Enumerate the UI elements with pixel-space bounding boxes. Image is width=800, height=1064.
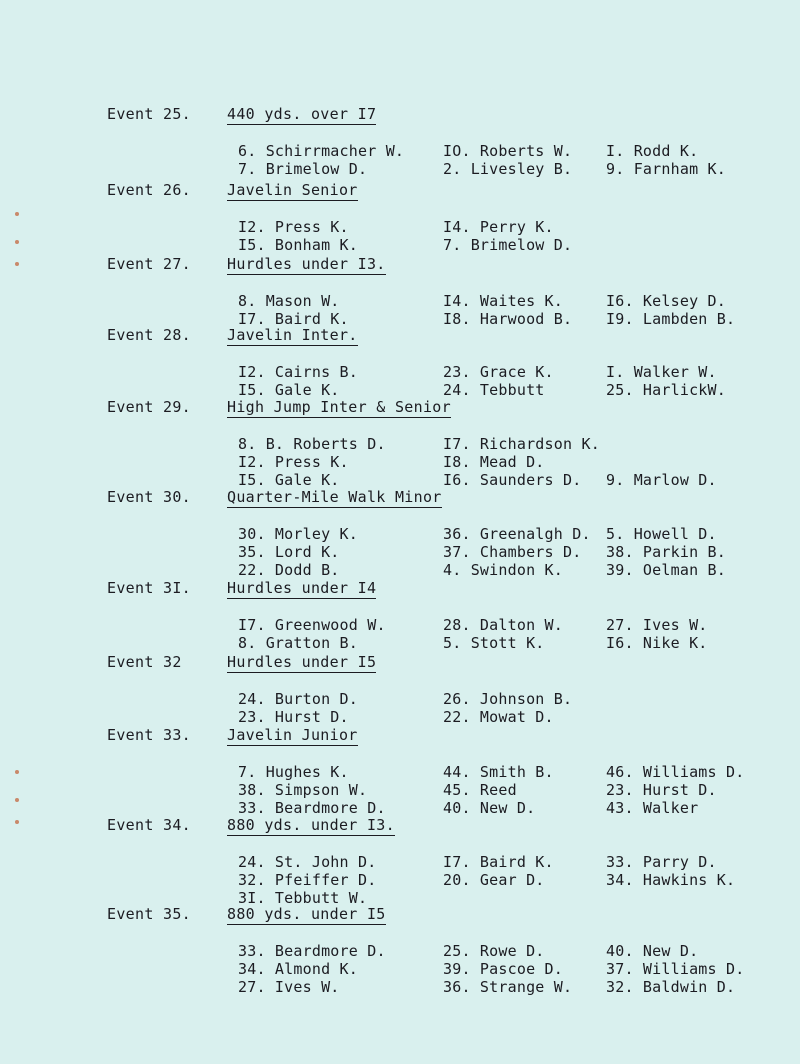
entrant-rows (0, 525, 800, 579)
event-number: Event 30. (107, 488, 191, 506)
entrant-entry: 8. Mason W. (238, 292, 340, 310)
entrant-row (0, 960, 800, 978)
entrant-rows (0, 218, 800, 254)
event-number: Event 26. (107, 181, 191, 199)
entrant-row (0, 871, 800, 889)
entrant-entry: 33. Beardmore D. (238, 942, 386, 960)
entrant-rows (0, 435, 800, 489)
entrant-entry: I9. Lambden B. (606, 310, 736, 328)
entrant-entry: 45. Reed (443, 781, 517, 799)
entrant-entry: 36. Strange W. (443, 978, 573, 996)
entrant-entry: 34. Almond K. (238, 960, 358, 978)
entrant-entry: 4. Swindon K. (443, 561, 563, 579)
entrant-entry: I6. Kelsey D. (606, 292, 726, 310)
entrant-entry: 22. Mowat D. (443, 708, 554, 726)
entrant-row (0, 708, 800, 726)
entrant-row (0, 292, 800, 310)
punch-hole-mark (15, 820, 19, 824)
entrant-entry: I. Walker W. (606, 363, 717, 381)
entrant-entry: 26. Johnson B. (443, 690, 573, 708)
entrant-row (0, 543, 800, 561)
entrant-rows (0, 690, 800, 726)
entrant-entry: 34. Hawkins K. (606, 871, 736, 889)
entrant-entry: 38. Simpson W. (238, 781, 368, 799)
entrant-entry: I7. Greenwood W. (238, 616, 386, 634)
entrant-entry: I7. Baird K. (443, 853, 554, 871)
entrant-entry: I4. Perry K. (443, 218, 554, 236)
entrant-entry: IO. Roberts W. (443, 142, 573, 160)
entrant-entry: 23. Hurst D. (606, 781, 717, 799)
event-number: Event 35. (107, 905, 191, 923)
entrant-entry: I5. Gale K. (238, 381, 340, 399)
entrant-entry: I6. Saunders D. (443, 471, 582, 489)
entrant-entry: 44. Smith B. (443, 763, 554, 781)
entrant-entry: 22. Dodd B. (238, 561, 340, 579)
entrant-row (0, 160, 800, 178)
entrant-entry: I4. Waites K. (443, 292, 563, 310)
event-title: Hurdles under I5 (227, 653, 377, 671)
entrant-entry: I2. Press K. (238, 453, 349, 471)
entrant-entry: 23. Hurst D. (238, 708, 349, 726)
entrant-entry: I5. Bonham K. (238, 236, 358, 254)
entrant-entry: 43. Walker (606, 799, 699, 817)
entrant-row (0, 616, 800, 634)
event-title: High Jump Inter & Senior (227, 398, 451, 416)
entrant-entry: 23. Grace K. (443, 363, 554, 381)
entrant-row (0, 799, 800, 817)
entrant-entry: I8. Mead D. (443, 453, 545, 471)
entrant-entry: 35. Lord K. (238, 543, 340, 561)
event-number: Event 28. (107, 326, 191, 344)
entrant-row (0, 781, 800, 799)
event-title: Javelin Senior (227, 181, 358, 199)
entrant-row (0, 763, 800, 781)
entrant-entry: 9. Marlow D. (606, 471, 717, 489)
entrant-entry: 25. HarlickW. (606, 381, 726, 399)
entrant-rows (0, 363, 800, 399)
event-title: 440 yds. over I7 (227, 105, 377, 123)
entrant-row (0, 363, 800, 381)
entrant-entry: 27. Ives W. (238, 978, 340, 996)
entrant-entry: 5. Howell D. (606, 525, 717, 543)
entrant-entry: 7. Hughes K. (238, 763, 349, 781)
entrant-row (0, 561, 800, 579)
entrant-rows (0, 292, 800, 328)
event-title: 880 yds. under I5 (227, 905, 386, 923)
entrant-entry: I7. Baird K. (238, 310, 349, 328)
entrant-entry: 8. B. Roberts D. (238, 435, 386, 453)
event-title: Javelin Junior (227, 726, 358, 744)
entrant-rows (0, 616, 800, 652)
entrant-entry: 36. Greenalgh D. (443, 525, 591, 543)
entrant-entry: 9. Farnham K. (606, 160, 726, 178)
entrant-row (0, 942, 800, 960)
entrant-entry: 46. Williams D. (606, 763, 745, 781)
entrant-row (0, 381, 800, 399)
entrant-rows (0, 763, 800, 817)
entrant-entry: I5. Gale K. (238, 471, 340, 489)
event-number: Event 33. (107, 726, 191, 744)
event-number: Event 32 (107, 653, 182, 671)
entrant-entry: 32. Baldwin D. (606, 978, 736, 996)
entrant-entry: 37. Chambers D. (443, 543, 582, 561)
entrant-entry: 40. New D. (443, 799, 536, 817)
entrant-row (0, 218, 800, 236)
entrant-entry: 20. Gear D. (443, 871, 545, 889)
event-title: Hurdles under I4 (227, 579, 377, 597)
entrant-entry: 37. Williams D. (606, 960, 745, 978)
entrant-entry: 30. Morley K. (238, 525, 358, 543)
entrant-entry: I7. Richardson K. (443, 435, 600, 453)
entrant-row (0, 690, 800, 708)
event-title: 880 yds. under I3. (227, 816, 395, 834)
entrant-entry: 24. St. John D. (238, 853, 377, 871)
entrant-entry: 7. Brimelow D. (443, 236, 573, 254)
entrant-entry: I2. Cairns B. (238, 363, 358, 381)
entrant-row (0, 142, 800, 160)
entrant-entry: 24. Tebbutt (443, 381, 545, 399)
entrant-entry: 40. New D. (606, 942, 699, 960)
event-title: Quarter-Mile Walk Minor (227, 488, 442, 506)
event-number: Event 34. (107, 816, 191, 834)
entrant-entry: I. Rodd K. (606, 142, 699, 160)
entrant-entry: 32. Pfeiffer D. (238, 871, 377, 889)
entrant-entry: 5. Stott K. (443, 634, 545, 652)
event-number: Event 25. (107, 105, 191, 123)
entrant-row (0, 525, 800, 543)
entrant-entry: 28. Dalton W. (443, 616, 563, 634)
entrant-entry: 38. Parkin B. (606, 543, 726, 561)
entrant-entry: 33. Parry D. (606, 853, 717, 871)
entrant-entry: 25. Rowe D. (443, 942, 545, 960)
entrant-entry: 7. Brimelow D. (238, 160, 368, 178)
entrant-entry: I8. Harwood B. (443, 310, 573, 328)
punch-hole-mark (15, 262, 19, 266)
entrant-entry: I6. Nike K. (606, 634, 708, 652)
entrant-entry: 6. Schirrmacher W. (238, 142, 405, 160)
entrant-entry: 39. Oelman B. (606, 561, 726, 579)
entrant-rows (0, 142, 800, 178)
entrant-rows (0, 853, 800, 907)
entrant-row (0, 236, 800, 254)
event-number: Event 29. (107, 398, 191, 416)
entrant-entry: I2. Press K. (238, 218, 349, 236)
entrant-entry: 39. Pascoe D. (443, 960, 563, 978)
entrant-entry: 24. Burton D. (238, 690, 358, 708)
entrant-row (0, 453, 800, 471)
event-title: Hurdles under I3. (227, 255, 386, 273)
entrant-entry: 3I. Tebbutt W. (238, 889, 368, 907)
entrant-row (0, 435, 800, 453)
entrant-entry: 33. Beardmore D. (238, 799, 386, 817)
entrant-row (0, 978, 800, 996)
entrant-row (0, 471, 800, 489)
entrant-entry: 27. Ives W. (606, 616, 708, 634)
punch-hole-mark (15, 212, 19, 216)
entrant-row (0, 853, 800, 871)
entrant-row (0, 634, 800, 652)
entrant-entry: 2. Livesley B. (443, 160, 573, 178)
event-number: Event 27. (107, 255, 191, 273)
entrant-rows (0, 942, 800, 996)
event-number: Event 3I. (107, 579, 191, 597)
event-title: Javelin Inter. (227, 326, 358, 344)
entrant-entry: 8. Gratton B. (238, 634, 358, 652)
